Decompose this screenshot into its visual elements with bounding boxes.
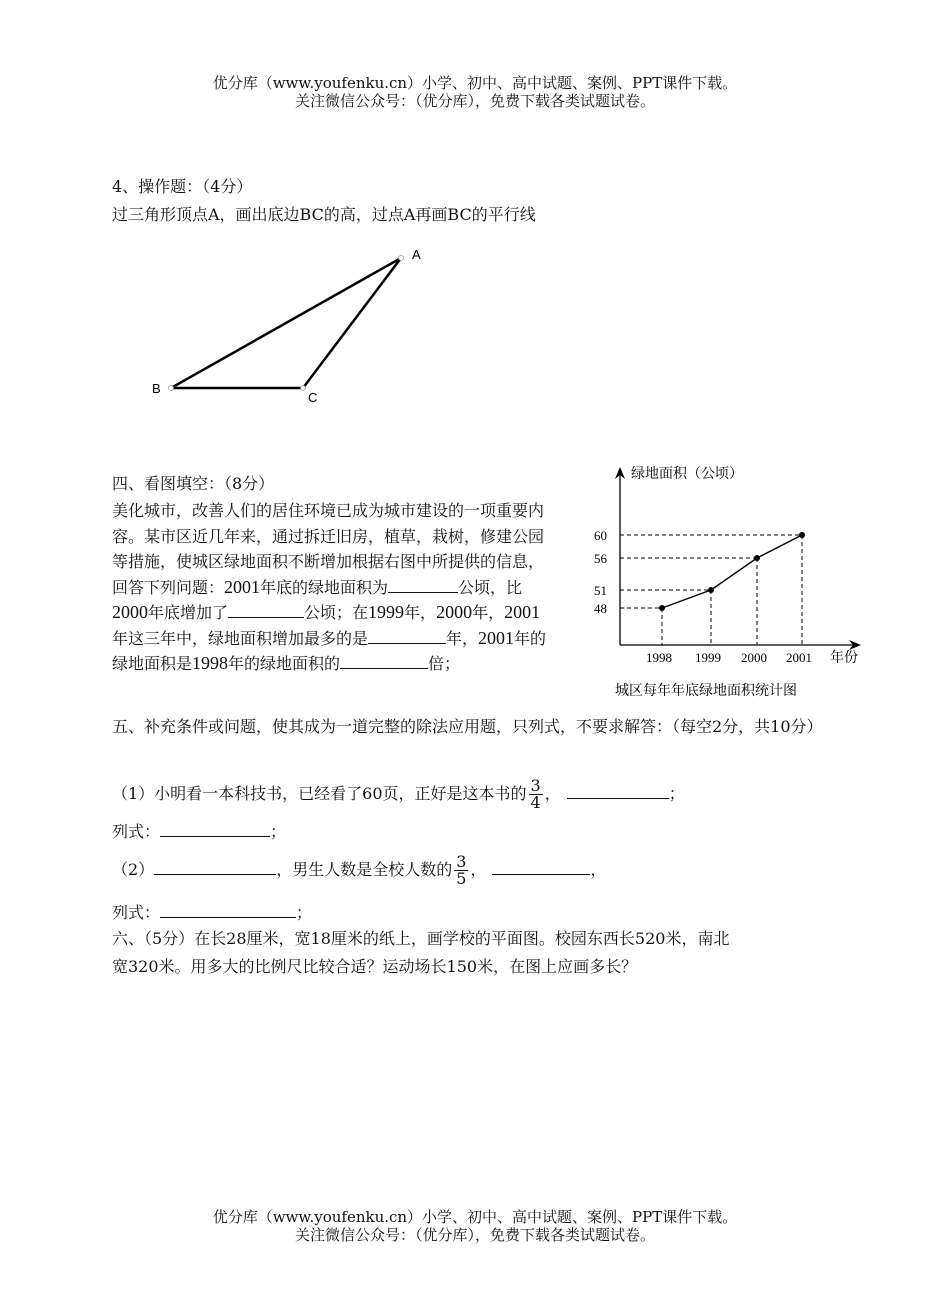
chart-ytick-label: 48 (594, 601, 607, 616)
year-1999: 1999 (368, 602, 405, 622)
chart-xtick-label: 1998 (646, 650, 672, 665)
year-2001-b: 2001 (504, 602, 541, 622)
chart-xlabel: 年份 (830, 650, 858, 666)
s5-q2: （2） ，男生人数是全校人数的 $\frac{3}{5}$ ， ， (112, 852, 607, 888)
chart-title: 城区每年年底绿地面积统计图 (615, 683, 797, 699)
year-2001: 2001 (224, 576, 261, 597)
s5-q1: （1）小明看一本科技书，已经看了60页，正好是这本书的 $\frac{3}{4}$ ， ； (112, 776, 685, 812)
chart-ytick-label: 51 (594, 583, 607, 598)
year-2001-c: 2001 (478, 627, 515, 648)
chart-xtick-label: 2000 (741, 650, 767, 665)
year-2000-b: 2000 (436, 602, 473, 622)
chart-data-point (659, 605, 665, 611)
s4-p1: 美化城市，改善人们的居住环境已成为城市建设的一项重要内容。某市区近几年来，通过拆迁旧房，植草，栽树，修建公园等措施，使城区绿地面积不断增加根据右图中所提供的信息，回答下列问题： (112, 501, 545, 597)
chart-xtick-label: 2001 (786, 650, 812, 665)
fraction-3-4: $\frac{3}{4}$ (530, 776, 541, 812)
vertex-c-dot (301, 386, 306, 391)
header-line-1: 优分库（www.youfenku.cn）小学、初中、高中试题、案例、PPT课件下载。 (212, 74, 738, 92)
fraction-3-5: $\frac{3}{5}$ (456, 852, 467, 888)
q4-text: 过三角形顶点A，画出底边BC的高，过点A再画BC的平行线 (112, 205, 536, 224)
blank-green-2001[interactable] (388, 578, 458, 593)
chart-xtick-label: 1999 (695, 650, 721, 665)
header-line-2: 关注微信公众号：（优分库），免费下载各类试题试卷。 (294, 92, 655, 110)
s5-list1: 列式： ； (112, 822, 287, 841)
chart-ytick-label: 60 (594, 528, 607, 543)
blank-times[interactable] (340, 654, 428, 669)
s6-line-2: 宽320米。用多大的比例尺比较合适？运动场长150米，在图上应画多长？ (112, 957, 638, 976)
year-2000: 2000 (112, 602, 148, 622)
s5-list2: 列式： ； (112, 903, 313, 922)
vertex-label-c: C (308, 390, 318, 405)
blank-q1-question[interactable] (567, 784, 669, 799)
year-1998: 1998 (192, 653, 229, 673)
chart-series-line (662, 535, 802, 608)
blank-q2-condition[interactable] (154, 860, 276, 875)
vertex-a-dot (399, 256, 404, 261)
triangle-side-ac (303, 258, 401, 388)
s6-line-1: 六、（5分）在长28厘米，宽18厘米的纸上，画学校的平面图。校园东西长520米，南北 (112, 929, 730, 948)
s4-paragraph: 美化城市，改善人们的居住环境已成为城市建设的一项重要内容。某市区近几年来，通过拆迁旧房，植草，栽树，修建公园等措施，使城区绿地面积不断增加根据右图中所提供的信息，回答下列问题：2001年底的绿地面积为 公顷，比2000年底增加了 公顷；在1999年，2000年，2001年这三年中，绿地面积增加最多的是 年，2001年的绿地面积是1998年的绿地面积的 倍； (112, 501, 547, 673)
blank-q2-question[interactable] (492, 860, 590, 875)
q4-title: 4、操作题：（4分） (112, 177, 253, 196)
triangle-figure (140, 240, 440, 410)
footer-line-2: 关注微信公众号：（优分库），免费下载各类试题试卷。 (294, 1226, 655, 1244)
vertex-b-dot (169, 386, 174, 391)
footer-line-1: 优分库（www.youfenku.cn）小学、初中、高中试题、案例、PPT课件下载。 (212, 1208, 738, 1226)
s4-title: 四、看图填空：（8分） (112, 474, 275, 493)
blank-most-year[interactable] (368, 629, 446, 644)
chart-data-point (708, 587, 714, 593)
blank-increase[interactable] (228, 603, 304, 618)
blank-list1[interactable] (160, 822, 270, 837)
chart-ytick-label: 56 (594, 551, 607, 566)
s5-title: 五、补充条件或问题，使其成为一道完整的除法应用题，只列式，不要求解答：（每空2分，共10分） (112, 717, 823, 736)
green-area-line-chart (575, 455, 875, 710)
triangle-side-ab (171, 258, 401, 388)
vertex-label-b: B (152, 381, 161, 396)
chart-ylabel: 绿地面积（公顷） (631, 466, 743, 482)
vertex-label-a: A (412, 247, 421, 262)
blank-list2[interactable] (160, 903, 296, 918)
chart-data-point (799, 532, 805, 538)
chart-data-point (754, 555, 760, 561)
